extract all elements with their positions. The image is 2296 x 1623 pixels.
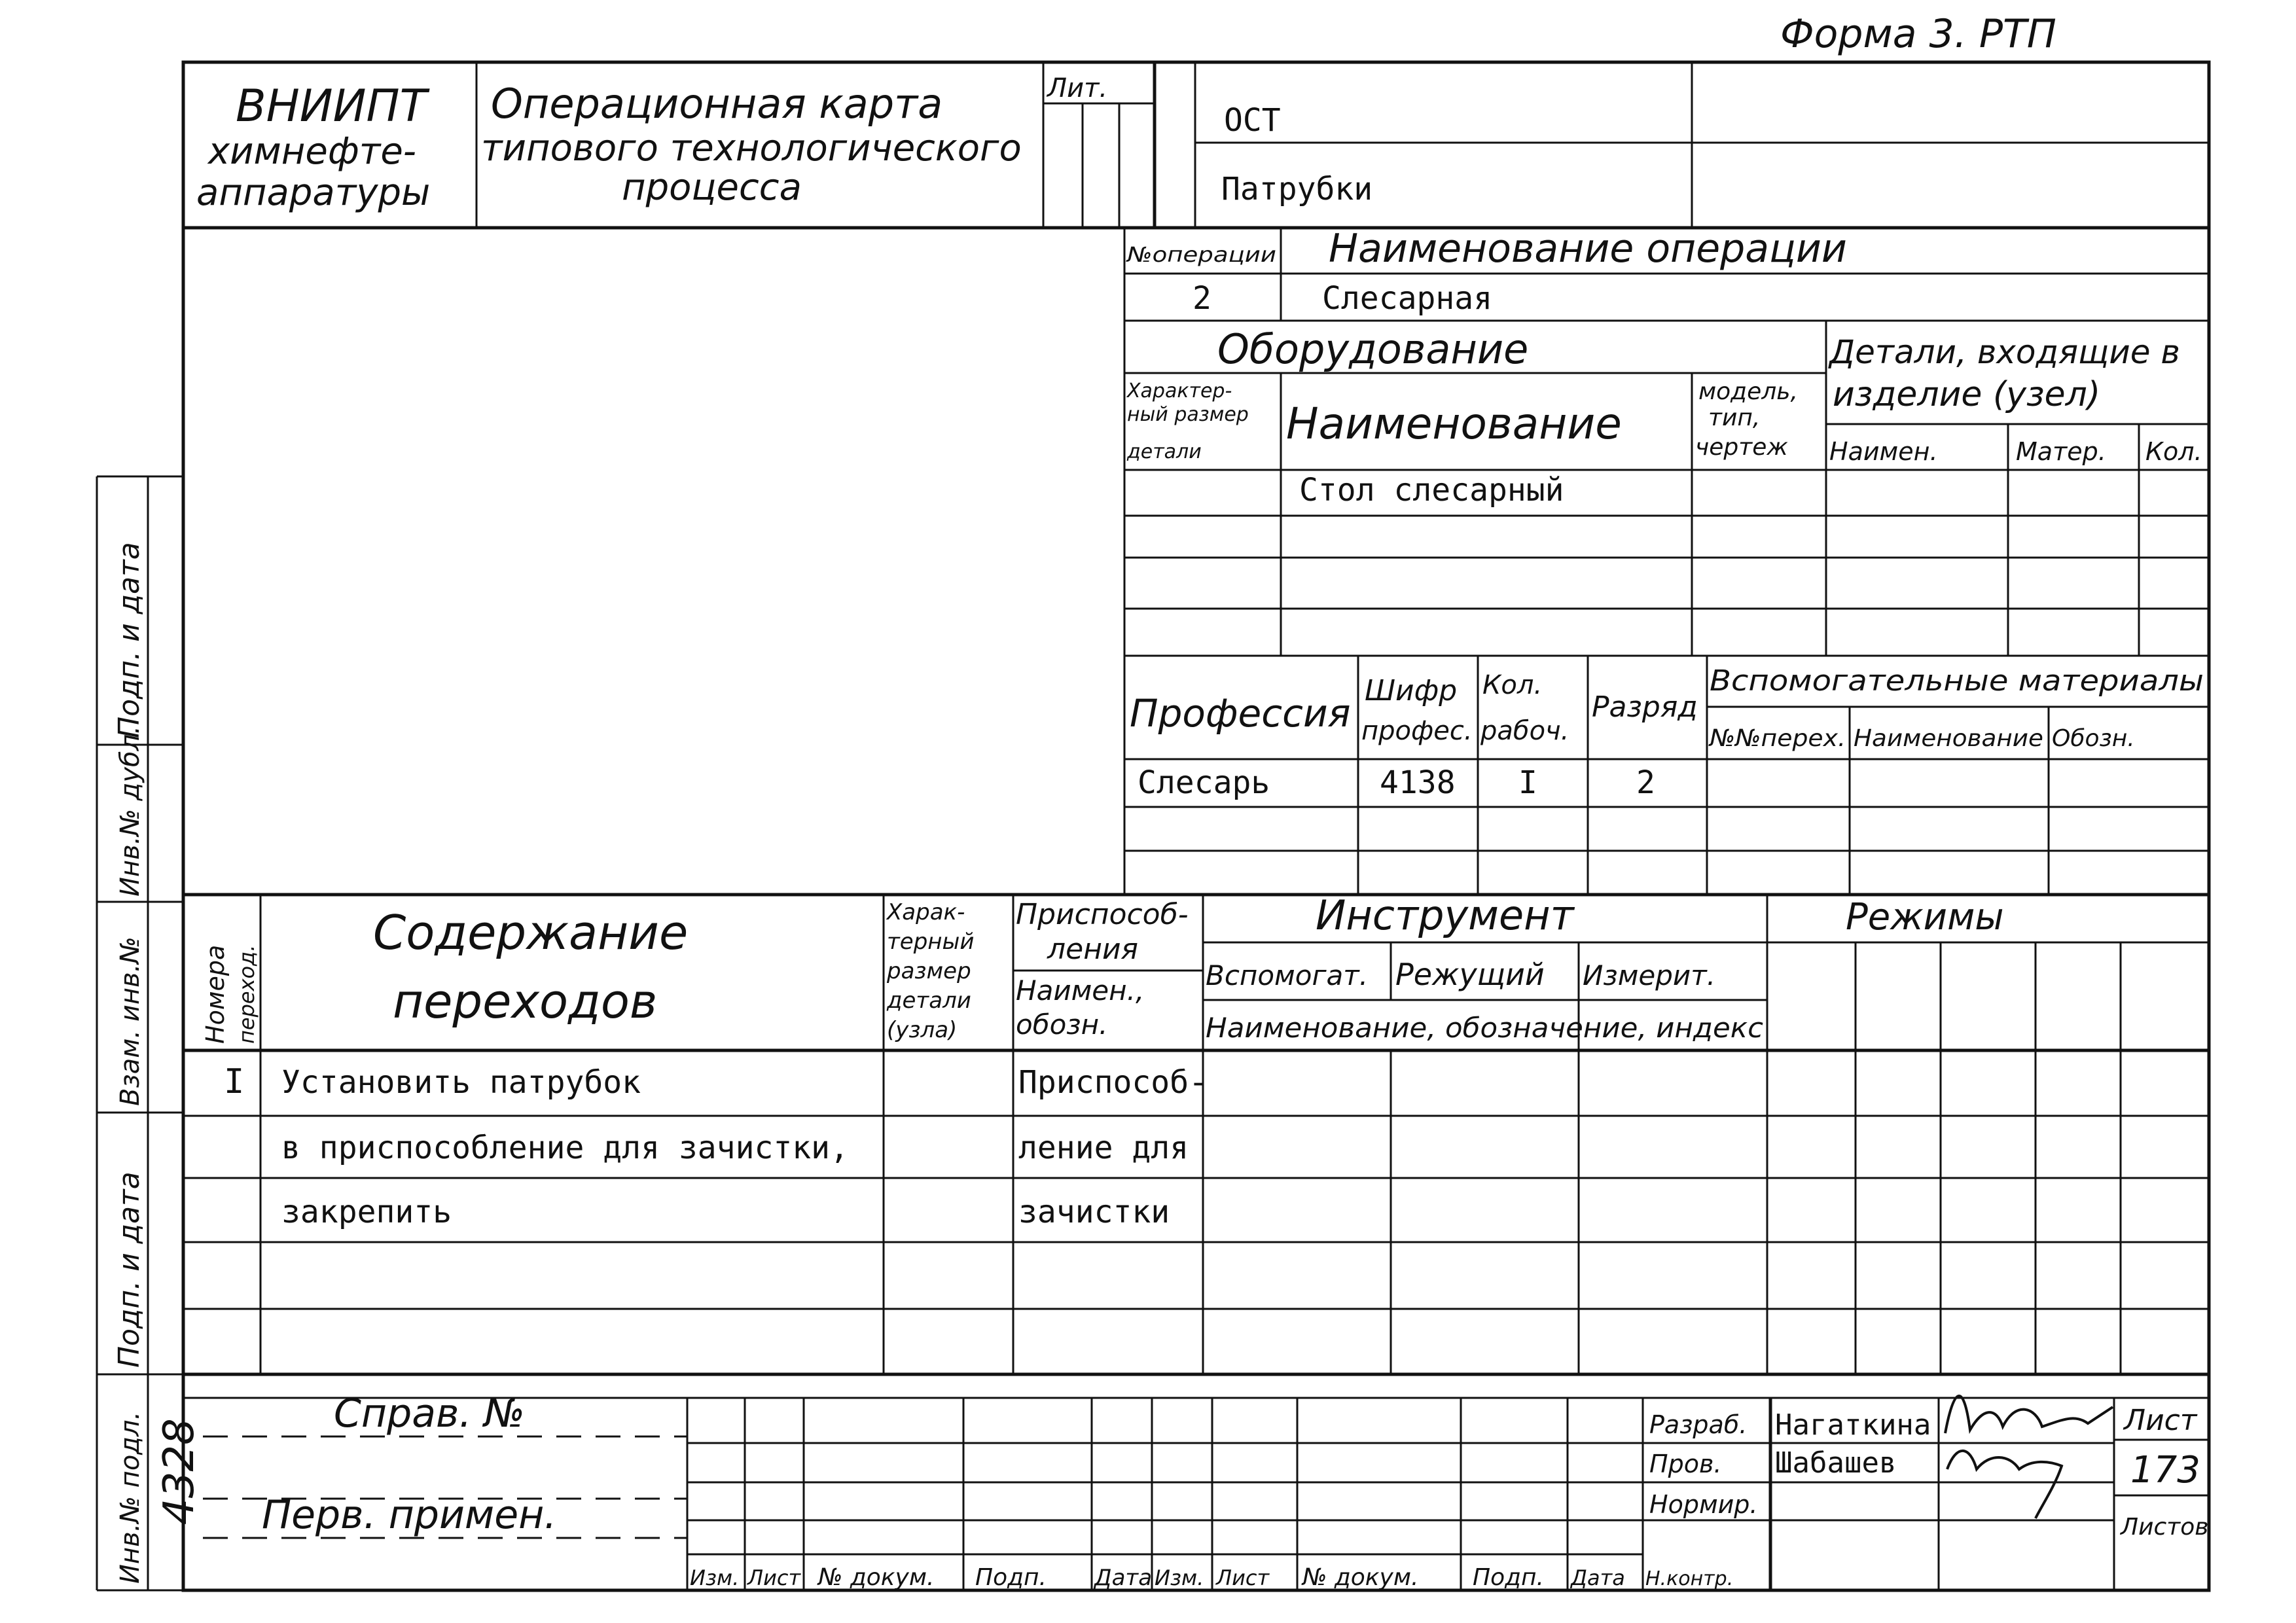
char-label-line-2: терный — [887, 929, 975, 955]
change-col-3: № докум. — [818, 1564, 935, 1591]
role-normer: Нормир. — [1649, 1490, 1758, 1519]
char-label-line-5: (узла) — [887, 1017, 958, 1043]
transition-row-3-text: закрепить — [281, 1194, 452, 1230]
transition-row-1-fixture: Приспособ- — [1018, 1064, 1208, 1101]
form-number: Форма 3. РТП — [1780, 11, 2056, 57]
reference-number-label: Справ. № — [334, 1391, 525, 1436]
aux-col-transitions: №№перех. — [1708, 725, 1846, 752]
side-label-replaced-inv: Взам. инв.№ — [115, 936, 145, 1106]
profession-label: Профессия — [1130, 691, 1351, 736]
transition-number-label-line-1: Номера — [201, 944, 230, 1044]
sheet-number: 173 — [2130, 1449, 2200, 1491]
fixture-sub-line-1: Наимен., — [1016, 974, 1145, 1007]
transition-row-3-fixture: зачистки — [1018, 1194, 1170, 1230]
parts-col-name: Наимен. — [1829, 437, 1938, 466]
worker-count-label-line-2: рабоч. — [1480, 716, 1570, 746]
sheet-label: Лист — [2124, 1404, 2197, 1437]
fixture-label-line-1: Приспособ- — [1016, 898, 1189, 931]
standard-field: ОСТ — [1224, 102, 1281, 139]
worker-count-label-line-1: Кол. — [1482, 670, 1543, 700]
transition-number-label-line-2: переход. — [234, 944, 259, 1044]
char-label-line-1: Харак- — [887, 899, 965, 925]
modes-label: Режимы — [1846, 896, 2004, 938]
tool-col-measuring: Измерит. — [1583, 959, 1716, 991]
parts-label-line-1: Детали, входящие в — [1829, 333, 2180, 371]
aux-col-name: Наименование — [1854, 725, 2043, 752]
transition-row-1-number: I — [224, 1062, 245, 1101]
sheets-label: Листов — [2121, 1514, 2209, 1541]
change-col-5: Дата — [1094, 1565, 1153, 1591]
change-col-4: Подп. — [975, 1564, 1047, 1591]
operation-number: 2 — [1193, 280, 1211, 317]
aux-materials-label: Вспомогательные материалы — [1710, 664, 2204, 698]
model-label-line-2: тип, — [1708, 404, 1761, 431]
transitions-content-label-line-2: переходов — [393, 974, 658, 1029]
inventory-number: 4328 — [155, 1418, 204, 1525]
operation-number-label: №операции — [1125, 242, 1276, 267]
change-col-10: Дата — [1571, 1565, 1625, 1590]
side-label-duplicate-inv: Инв.№ дубл. — [115, 726, 145, 897]
transitions-content-label-line-1: Содержание — [373, 905, 689, 960]
part-name-field: Патрубки — [1221, 171, 1373, 207]
document-title-line-3: процесса — [622, 166, 802, 209]
lit-label: Лит. — [1047, 73, 1108, 103]
change-col-7: Лист — [1216, 1565, 1270, 1590]
change-col-1: Изм. — [690, 1565, 740, 1590]
parts-label-line-2: изделие (узел) — [1833, 375, 2101, 414]
aux-col-code: Обозн. — [2052, 725, 2135, 752]
change-col-8: № докум. — [1302, 1564, 1419, 1591]
role-developer: Разраб. — [1649, 1410, 1748, 1439]
profession-value: Слесарь — [1138, 764, 1270, 801]
equipment-row-1-name: Стол слесарный — [1299, 472, 1564, 508]
tool-subheader: Наименование, обозначение, индекс — [1206, 1012, 1763, 1044]
worker-count-value: I — [1518, 764, 1537, 801]
checker-name: Шабашев — [1775, 1446, 1897, 1480]
transition-row-2-fixture: ление для — [1018, 1130, 1189, 1166]
developer-name: Нагаткина — [1775, 1408, 1931, 1442]
org-name-line-3: аппаратуры — [196, 171, 431, 214]
operation-name: Слесарная — [1322, 280, 1493, 317]
transition-row-2-text: в приспособление для зачистки, — [281, 1130, 849, 1166]
char-size-label-line-1: Характер- — [1127, 380, 1232, 402]
role-checker: Пров. — [1649, 1450, 1722, 1478]
fixture-label-line-2: ления — [1047, 933, 1139, 966]
tool-col-auxiliary: Вспомогат. — [1206, 959, 1369, 991]
transition-row-1-text: Установить патрубок — [281, 1064, 641, 1101]
equipment-name-label: Наименование — [1286, 399, 1622, 449]
model-label-line-3: чертеж — [1695, 434, 1788, 461]
profession-code-label-line-2: профес. — [1361, 716, 1473, 746]
side-label-signature-date-lower: Подп. и дата — [113, 1171, 146, 1368]
document-title-line-1: Операционная карта — [491, 80, 943, 128]
tool-col-cutting: Режущий — [1395, 957, 1545, 992]
profession-code-label-line-1: Шифр — [1365, 674, 1458, 707]
change-col-9: Подп. — [1473, 1564, 1544, 1591]
grade-value: 2 — [1636, 764, 1655, 801]
char-label-line-3: размер — [887, 958, 971, 984]
char-size-label-line-3: детали — [1127, 440, 1202, 463]
change-col-2: Лист — [747, 1565, 801, 1590]
parts-col-material: Матер. — [2016, 437, 2106, 466]
model-label-line-1: модель, — [1698, 378, 1798, 405]
grade-label: Разряд — [1592, 690, 1698, 724]
char-size-label-line-2: ный размер — [1127, 403, 1249, 426]
first-use-label: Перв. примен. — [262, 1492, 557, 1538]
operation-name-label: Наименование операции — [1329, 226, 1847, 272]
org-name-line-1: ВНИИПТ — [236, 80, 427, 132]
char-label-line-4: детали — [887, 988, 971, 1014]
side-label-signature-date-upper: Подп. и дата — [113, 542, 146, 738]
change-col-11: Н.контр. — [1645, 1567, 1734, 1590]
change-col-6: Изм. — [1155, 1565, 1204, 1590]
side-label-original-inv: Инв.№ подл. — [115, 1411, 145, 1584]
equipment-section-label: Оборудование — [1217, 325, 1529, 373]
profession-code-value: 4138 — [1380, 764, 1456, 801]
parts-col-qty: Кол. — [2145, 437, 2202, 466]
fixture-sub-line-2: обозн. — [1016, 1008, 1108, 1041]
document-title-line-2: типового технологического — [481, 127, 1022, 169]
org-name-line-2: химнефте- — [208, 130, 417, 173]
tool-section-label: Инструмент — [1316, 891, 1574, 939]
